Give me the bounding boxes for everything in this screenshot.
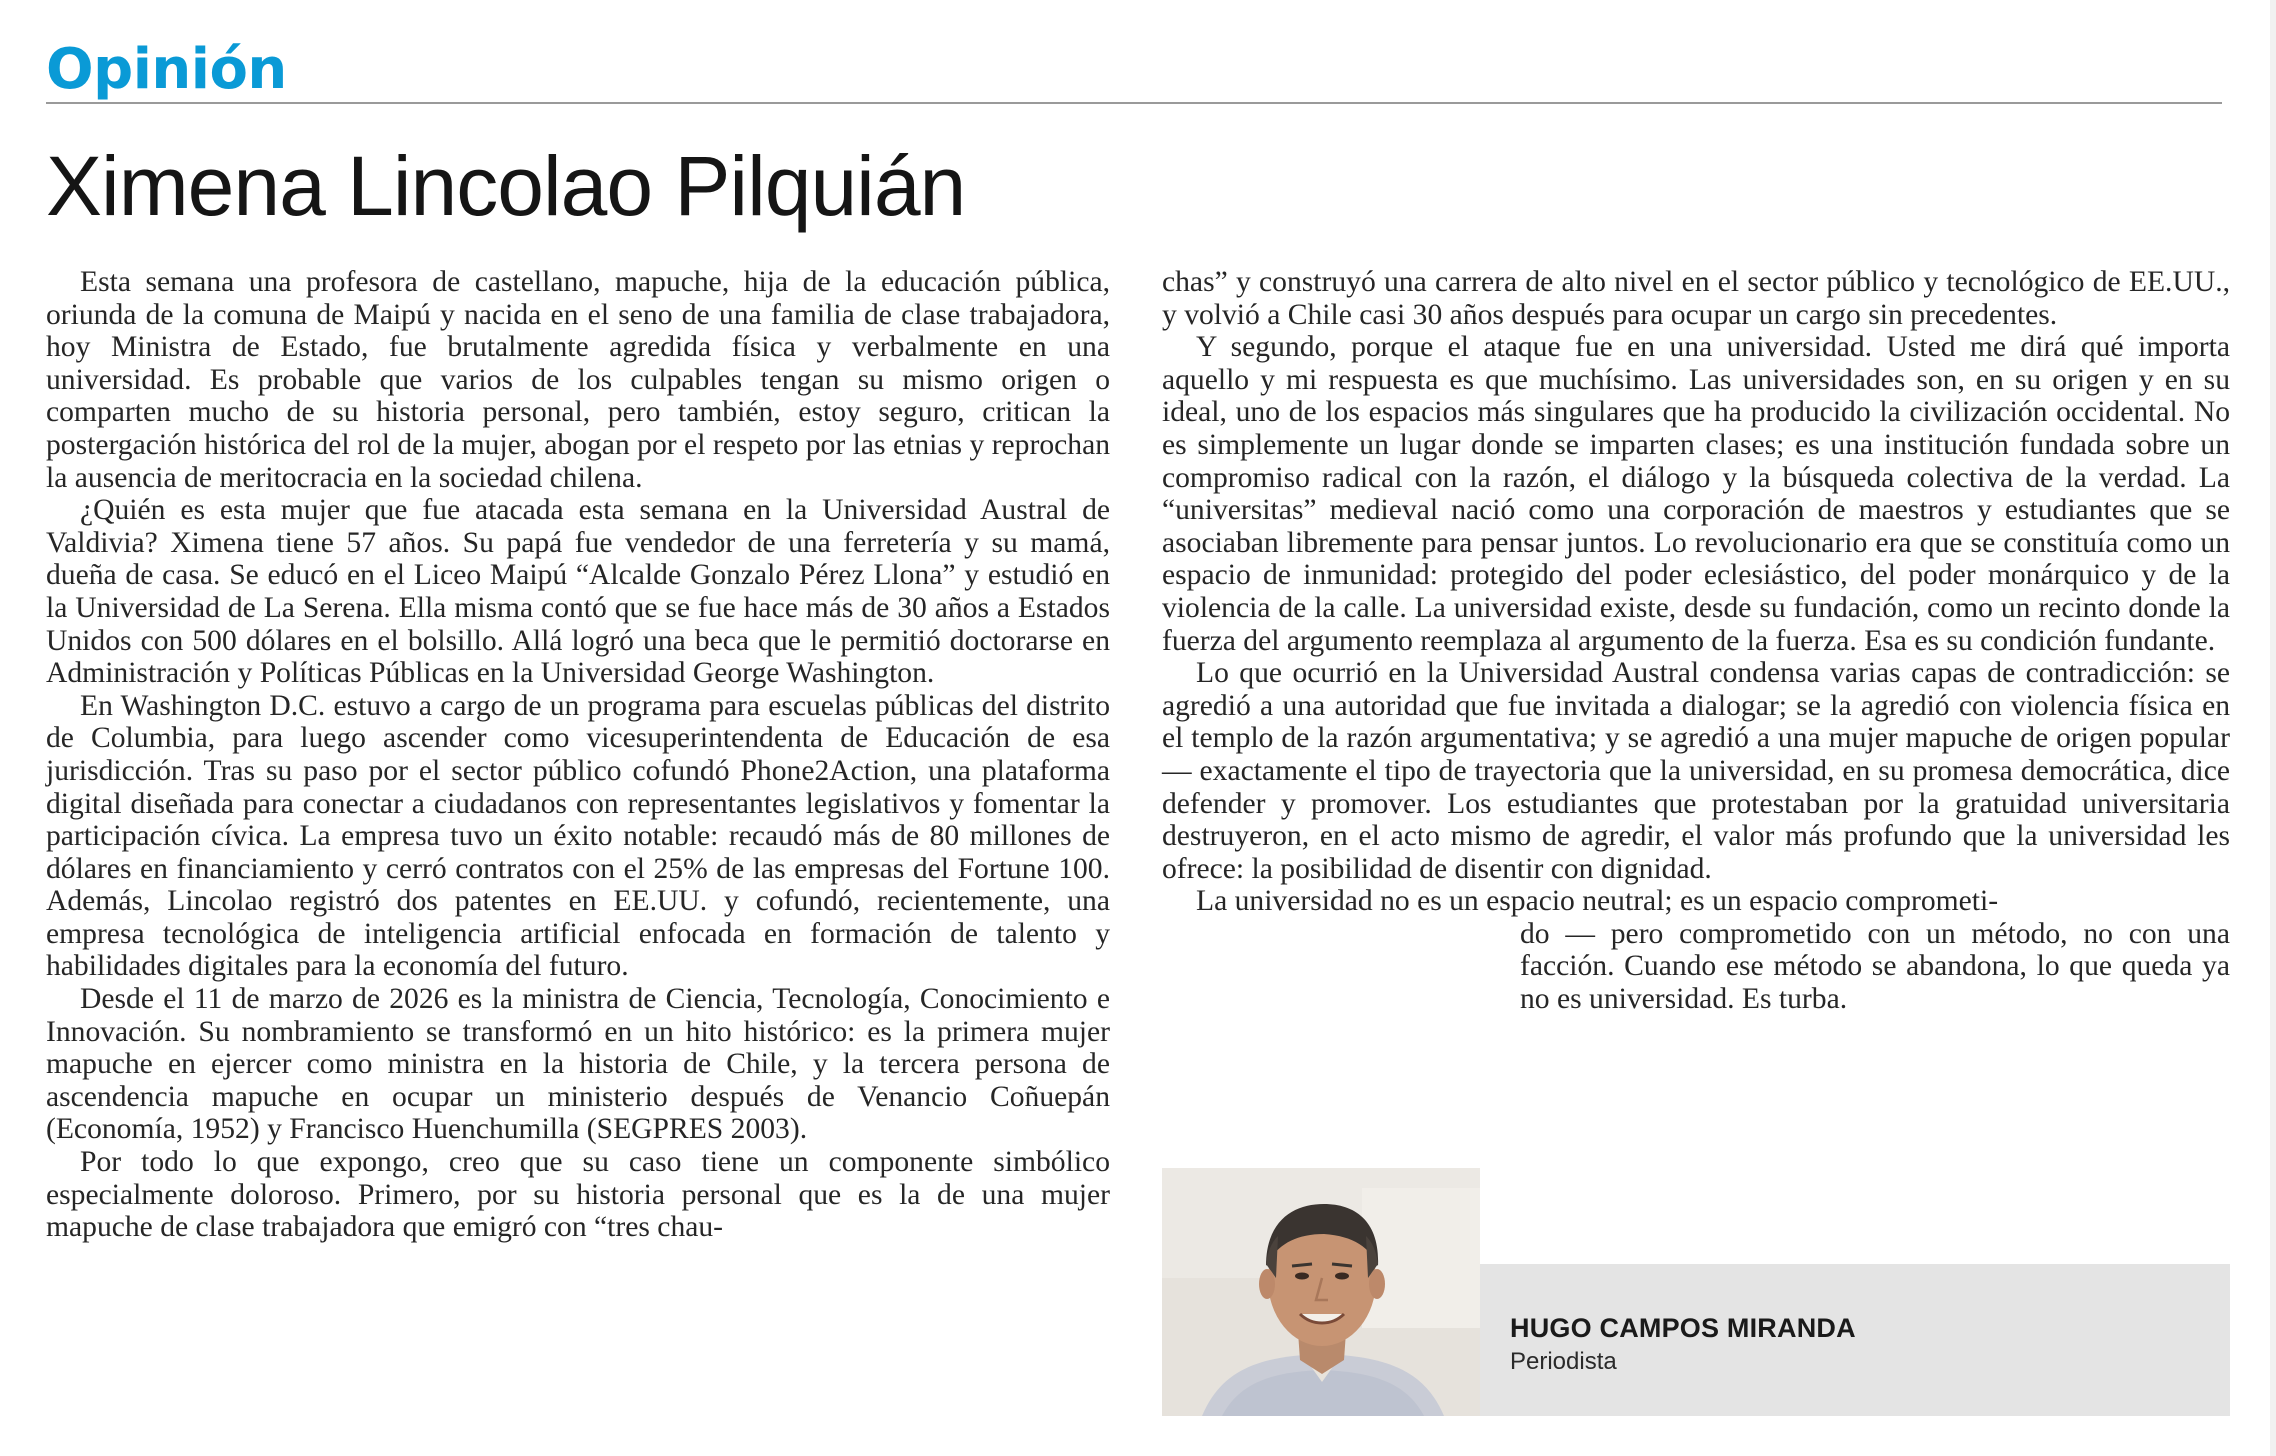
paragraph: Desde el 11 de marzo de 2026 es la ministra de Ciencia, Tecnología, Conocimiento e Innovación. Su nombramiento se transformó en un hito histórico: es la primera mujer mapuche en ejercer como ministra en la historia de Chile, y la tercera persona de ascendencia mapuche en ocupar un ministerio después de Venancio Coñuepán (Economía, 1952) y Francisco Huenchumilla (SEGPRES 2003). <box>46 983 1110 1146</box>
section-divider <box>46 102 2222 104</box>
author-box <box>1162 1168 2230 1416</box>
paragraph: ¿Quién es esta mujer que fue atacada esta semana en la Universidad Austral de Valdivia? Ximena tiene 57 años. Su papá fue vendedor de una ferretería y su mamá, dueña de casa. Se educó en el Liceo Maipú “Alcalde Gonzalo Pérez Llona” y estudió en la Universidad de La Serena. Ella misma contó que se fue hace más de 30 años a Estados Unidos con 500 dólares en el bolsillo. Allá logró una beca que le permitió doctorarse en Administración y Políticas Públicas en la Universidad George Washington. <box>46 494 1110 690</box>
paragraph: chas” y construyó una carrera de alto nivel en el sector público y tecnológico de EE.UU., y volvió a Chile casi 30 años después para ocupar un cargo sin precedentes. <box>1162 266 2230 331</box>
paragraph: En Washington D.C. estuvo a cargo de un programa para escuelas públicas del distrito de Columbia, para luego ascender como vicesuperintendenta de Educación de esa jurisdicción. Tras su paso por el sector público cofundó Phone2Action, una plataforma digital diseñada para conectar a ciudadanos con representantes legislativos y fomentar la participación cívica. La empresa tuvo un éxito notable: recaudó más de 80 millones de dólares en financiamiento y cerró contratos con el 25% de las empresas del Fortune 100. Además, Lincolao registró dos patentes en EE.UU. y cofundó, recientemente, una empresa tecnológica de inteligencia artificial enfocada en formación de talento y habilidades digitales para la economía del futuro. <box>46 689 1110 983</box>
paragraph: La universidad no es un espacio neutral; es un espacio comprometi- <box>1196 885 1999 918</box>
article-column-left <box>46 266 1110 1244</box>
headline: Ximena Lincolao Pilquián <box>46 139 966 233</box>
paragraph: Y segundo, porque el ataque fue en una universidad. Usted me dirá qué importa aquello y mi respuesta es que muchísimo. Las universidades son, en su origen y en su ideal, uno de los espacios más singulares que ha producido la civilización occidental. No es simplemente un lugar donde se imparten clases; es una institución fundada sobre un compromiso radical con la razón, el diálogo y la búsqueda colectiva de la verdad. La “universitas” medieval nació como una corporación de maestros y estudiantes que se asociaban libremente para pensar juntos. Lo revolucionario era que se constituía como un espacio de inmunidad: protegido del poder eclesiástico, del poder monárquico y de la violencia de la calle. La universidad existe, desde su fundación, como un recinto donde la fuerza del argumento reemplaza al argumento de la fuerza. Esa es su condición fundante. <box>1162 331 2230 657</box>
paragraph: Lo que ocurrió en la Universidad Austral condensa varias capas de contradicción: se agredió a una autoridad que fue invitada a dialogar; se la agredió con violencia física en el templo de la razón argumentativa; y se agredió a una mujer mapuche de origen popular — exactamente el tipo de trayectoria que la universidad, en su promesa democrática, dice defender y promover. Los estudiantes que protestaban por la gratuidad universitaria destruyeron, en el acto mismo de agredir, el valor más profundo que la universidad les ofrece: la posibilidad de disentir con dignidad. <box>1162 657 2230 885</box>
article-column-right <box>1162 266 2230 1016</box>
author-portrait-image <box>1162 1168 1480 1416</box>
author-photo <box>1162 1168 1480 1416</box>
paragraph-tail: do — pero comprometido con un método, no con una facción. Cuando ese método se abandona, lo que queda ya no es universidad. Es turba. <box>1520 917 2230 1016</box>
section-label: Opinión <box>46 37 287 102</box>
author-role: Periodista <box>1510 1348 1617 1375</box>
author-byline-card <box>1480 1264 2230 1416</box>
paragraph: Esta semana una profesora de castellano, mapuche, hija de la educación pública, oriunda de la comuna de Maipú y nacida en el seno de una familia de clase trabajadora, hoy Ministra de Estado, fue brutalmente agredida física y verbalmente en una universidad. Es probable que varios de los culpables tengan su mismo origen o comparten mucho de su historia personal, pero también, estoy seguro, critican la postergación histórica del rol de la mujer, abogan por el respeto por las etnias y reprochan la ausencia de meritocracia en la sociedad chilena. <box>46 266 1110 494</box>
paragraph: Por todo lo que expongo, creo que su caso tiene un componente simbólico especialmente doloroso. Primero, por su historia personal que es la de una mujer mapuche de clase trabajadora que emigró con “tres chau- <box>46 1146 1110 1244</box>
author-name: HUGO CAMPOS MIRANDA <box>1510 1313 1856 1343</box>
